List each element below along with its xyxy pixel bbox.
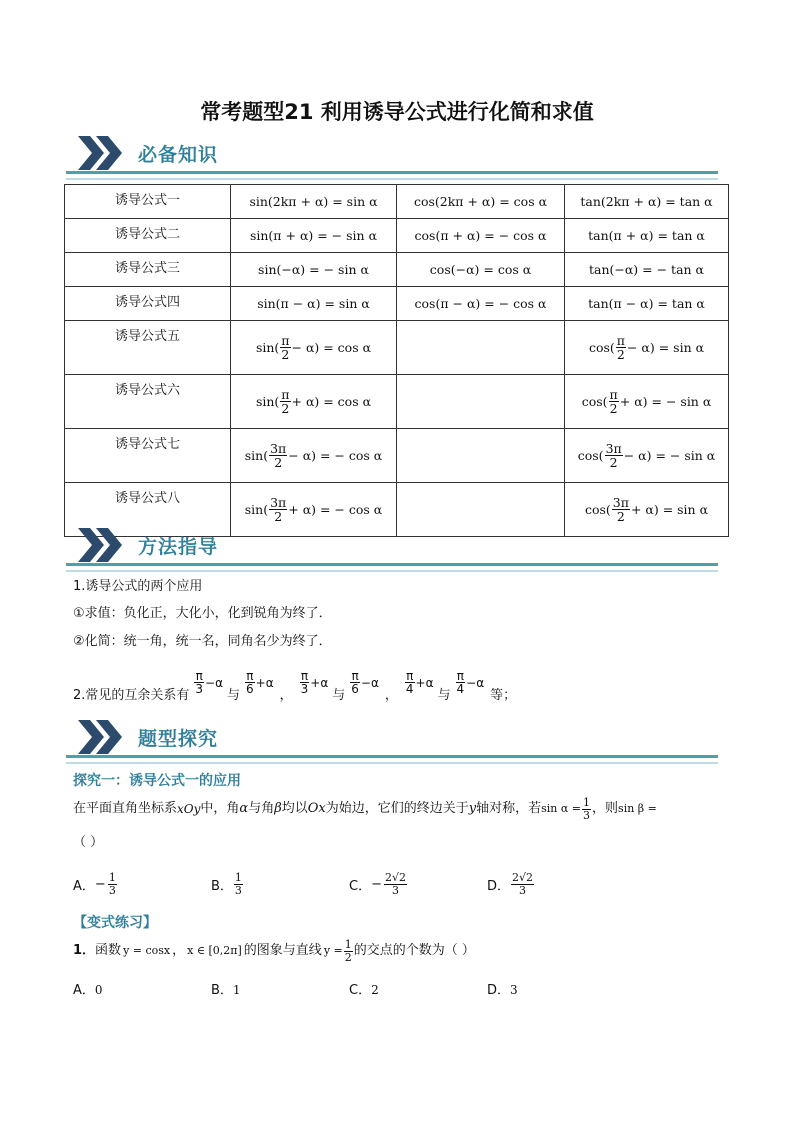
denominator: 3: [300, 682, 309, 697]
numerator: π: [406, 668, 414, 683]
formula-rest: + α) = − cos α: [288, 502, 383, 517]
formula-cos: cos(π + α) = − cos α: [397, 219, 565, 253]
fraction-one-third: [582, 797, 591, 821]
formula-third: tan(2kπ + α) = tan α: [565, 185, 729, 219]
formula-rest: + α) = cos α: [291, 394, 372, 409]
question-text: 中，角: [200, 801, 240, 816]
explore-heading: 探究一：诱导公式一的应用: [73, 773, 241, 789]
question-text: 轴对称，若: [476, 801, 542, 816]
formula-third: tan(−α) = − tan α: [565, 253, 729, 287]
question-text: ，则: [592, 801, 619, 816]
fraction: [605, 442, 623, 469]
formula-fn: cos(: [588, 340, 615, 355]
formula-sin: [231, 321, 397, 375]
denominator: 3: [108, 883, 116, 897]
option-value: 1: [232, 983, 241, 997]
formula-sin: [231, 375, 397, 429]
angle-expression: [404, 670, 434, 696]
formula-name: 诱导公式五: [65, 321, 231, 375]
numerator: 2√2: [512, 870, 534, 884]
formula-name: 诱导公式二: [65, 219, 231, 253]
question-text: 函数: [95, 943, 122, 958]
pair-separator: 与: [332, 688, 346, 703]
denominator: 4: [456, 682, 465, 697]
double-chevron-icon: [76, 718, 128, 756]
math-beta: β: [274, 801, 282, 816]
formula-sin: sin(−α) = − sin α: [231, 253, 397, 287]
method-line-4-suffix: 等；: [490, 688, 517, 703]
math-line: y =: [323, 944, 343, 957]
option-label: D．: [487, 878, 511, 894]
fraction: [350, 670, 360, 696]
denominator: 4: [405, 682, 414, 697]
formula-third: tan(π − α) = tan α: [565, 287, 729, 321]
explore-question: [73, 792, 657, 826]
formula-third: [565, 321, 729, 375]
formula-name: 诱导公式六: [65, 375, 231, 429]
angle-expression: [244, 670, 274, 696]
fraction: [300, 670, 310, 696]
denominator: 3: [391, 883, 399, 897]
fraction: [612, 496, 630, 523]
angle-rest: +α: [310, 675, 329, 690]
angle-rest: −α: [205, 675, 224, 690]
fraction: [269, 496, 287, 523]
numerator: 1: [344, 937, 352, 951]
math-xoy: xOy: [177, 802, 201, 816]
option-label: C．: [349, 983, 372, 998]
option-label: D．: [487, 983, 511, 998]
question-text: 与角: [248, 801, 275, 816]
option-value: 3: [510, 983, 518, 997]
answer-option[interactable]: [211, 979, 241, 998]
denominator: 2: [274, 509, 283, 524]
option-value: 2: [371, 983, 379, 997]
angle-expression: [299, 670, 329, 696]
formula-fn: cos(: [584, 502, 611, 517]
formula-row: [65, 185, 729, 219]
formula-fn: sin(: [255, 340, 280, 355]
question-text: 为始边，它们的终边关于: [325, 801, 469, 816]
question-text: 在平面直角坐标系: [73, 801, 178, 816]
denominator: 2: [609, 401, 618, 416]
question-text: 均以: [281, 801, 308, 816]
question-number: 1．: [73, 943, 96, 958]
practice-question: [73, 934, 475, 968]
section-banner-explore: [66, 718, 718, 764]
angle-expression: [193, 670, 223, 696]
numerator: 1: [583, 795, 591, 809]
numerator: π: [300, 668, 309, 683]
denominator: 3: [195, 682, 204, 697]
pair-separator: 与: [227, 688, 241, 703]
angle-rest: +α: [255, 675, 274, 690]
numerator: 2√2: [384, 870, 406, 884]
numerator: π: [281, 332, 290, 348]
method-line-2: ①求值：负化正，大化小，化到锐角为终了．: [73, 606, 332, 621]
formula-cos: cos(2kπ + α) = cos α: [397, 185, 565, 219]
fraction: [280, 388, 290, 415]
denominator: 2: [609, 455, 618, 470]
formula-rest: − α) = sin α: [626, 340, 705, 355]
option-label: C．: [349, 878, 372, 894]
denominator: 2: [281, 401, 290, 416]
numerator: π: [246, 668, 254, 683]
formula-row: [65, 429, 729, 483]
denominator: 6: [246, 682, 254, 697]
formula-name: 诱导公式七: [65, 429, 231, 483]
numerator: π: [609, 386, 618, 402]
formula-third: tan(π + α) = tan α: [565, 219, 729, 253]
comma: ，: [384, 688, 398, 703]
formula-cos: [397, 321, 565, 375]
numerator: 3π: [270, 440, 287, 456]
option-label: A．: [73, 878, 95, 894]
numerator: 3π: [270, 494, 287, 510]
method-line-3: ②化简：统一角，统一名，同角名少为终了．: [73, 634, 332, 649]
formula-table: [64, 184, 729, 537]
fraction: [511, 872, 534, 896]
angle-expression: [455, 670, 485, 696]
formula-name: 诱导公式八: [65, 483, 231, 537]
denominator: 2: [281, 347, 290, 362]
answer-option[interactable]: [487, 979, 518, 998]
denominator: 2: [616, 509, 625, 524]
formula-cos: [397, 429, 565, 483]
fraction: [269, 442, 287, 469]
denominator: 6: [351, 682, 359, 697]
fraction: [234, 872, 243, 896]
formula-row: [65, 287, 729, 321]
formula-fn: sin(: [244, 448, 269, 463]
numerator: π: [195, 668, 203, 683]
fraction: [194, 670, 204, 696]
formula-rest: − α) = − cos α: [288, 448, 383, 463]
fraction: [384, 872, 407, 896]
numerator: π: [351, 668, 359, 683]
page-title: 常考题型21 利用诱导公式进行化简和求值: [200, 100, 594, 124]
formula-rest: + α) = sin α: [630, 502, 709, 517]
fraction: [245, 670, 255, 696]
question-text: 的交点的个数为（ ）: [353, 943, 475, 958]
formula-rest: + α) = − sin α: [619, 394, 712, 409]
option-label: B．: [211, 983, 233, 998]
fraction: [405, 670, 415, 696]
formula-row: [65, 375, 729, 429]
formula-rest: − α) = cos α: [291, 340, 372, 355]
numerator: π: [281, 386, 290, 402]
numerator: π: [456, 668, 464, 683]
complementary-pairs: [193, 668, 485, 706]
comma: ，: [279, 688, 293, 703]
section-title-explore: 题型探究: [138, 728, 219, 750]
angle-rest: +α: [415, 675, 434, 690]
formula-name: 诱导公式四: [65, 287, 231, 321]
math-function: y = cosx: [123, 944, 171, 957]
numerator: 3π: [612, 494, 629, 510]
formula-sin: sin(π − α) = sin α: [231, 287, 397, 321]
fraction-one-half: [344, 939, 353, 963]
formula-fn: cos(: [581, 394, 608, 409]
fraction: [609, 388, 619, 415]
question-text: 的图象与直线: [243, 943, 322, 958]
fraction: [108, 872, 117, 896]
denominator: 2: [344, 950, 352, 964]
answer-option[interactable]: [487, 866, 535, 902]
math-sin-beta: sin β =: [618, 802, 657, 815]
option-label: B．: [211, 878, 233, 894]
formula-sin: sin(2kπ + α) = sin α: [231, 185, 397, 219]
double-chevron-icon: [76, 526, 128, 564]
answer-option[interactable]: [349, 979, 379, 998]
question-text: ，: [172, 943, 186, 958]
formula-fn: sin(: [255, 394, 280, 409]
denominator: 3: [583, 808, 591, 822]
formula-row: [65, 219, 729, 253]
formula-fn: sin(: [244, 502, 269, 517]
method-line-4-prefix: 2.常见的互余关系有: [73, 688, 190, 703]
formula-sin: [231, 429, 397, 483]
option-sign: −: [371, 876, 382, 892]
formula-cos: cos(−α) = cos α: [397, 253, 565, 287]
answer-option[interactable]: [211, 866, 244, 902]
formula-third: [565, 429, 729, 483]
formula-cos: cos(π − α) = − cos α: [397, 287, 565, 321]
denominator: 2: [274, 455, 283, 470]
math-alpha: α: [239, 801, 249, 816]
section-title-method: 方法指导: [138, 536, 219, 558]
formula-row: [65, 321, 729, 375]
formula-row: [65, 253, 729, 287]
denominator: 2: [616, 347, 625, 362]
numerator: π: [616, 332, 625, 348]
formula-name: 诱导公式一: [65, 185, 231, 219]
option-value: 0: [94, 983, 103, 997]
method-line-4: [73, 662, 516, 706]
angle-rest: −α: [466, 675, 485, 690]
formula-third: [565, 375, 729, 429]
fraction: [616, 334, 626, 361]
formula-name: 诱导公式三: [65, 253, 231, 287]
answer-option[interactable]: [73, 979, 103, 998]
answer-option[interactable]: [73, 866, 118, 902]
math-sin-alpha: sin α =: [541, 802, 582, 815]
section-banner-knowledge: [66, 134, 718, 180]
math-y: y: [468, 801, 477, 816]
option-label: A．: [73, 983, 95, 998]
angle-rest: −α: [360, 675, 379, 690]
angle-expression: [349, 670, 379, 696]
pair-separator: 与: [437, 688, 451, 703]
option-sign: −: [94, 876, 106, 892]
denominator: 3: [234, 883, 242, 897]
answer-paren: （ ）: [73, 835, 104, 850]
answer-option[interactable]: [349, 866, 408, 902]
formula-fn: cos(: [577, 448, 604, 463]
math-domain: x ∈ [0,2π]: [187, 944, 242, 957]
practice-heading: 【变式练习】: [73, 915, 157, 931]
math-ox: Ox: [307, 801, 326, 816]
numerator: 3π: [605, 440, 622, 456]
fraction: [456, 670, 466, 696]
formula-rest: − α) = − sin α: [623, 448, 716, 463]
formula-sin: sin(π + α) = − sin α: [231, 219, 397, 253]
numerator: 1: [234, 870, 242, 884]
denominator: 3: [519, 883, 527, 897]
section-banner-method: [66, 526, 718, 572]
numerator: 1: [108, 870, 116, 884]
fraction: [280, 334, 290, 361]
formula-cos: [397, 375, 565, 429]
section-title-knowledge: 必备知识: [138, 144, 219, 166]
double-chevron-icon: [76, 134, 128, 172]
method-line-1: 1.诱导公式的两个应用: [73, 579, 203, 594]
